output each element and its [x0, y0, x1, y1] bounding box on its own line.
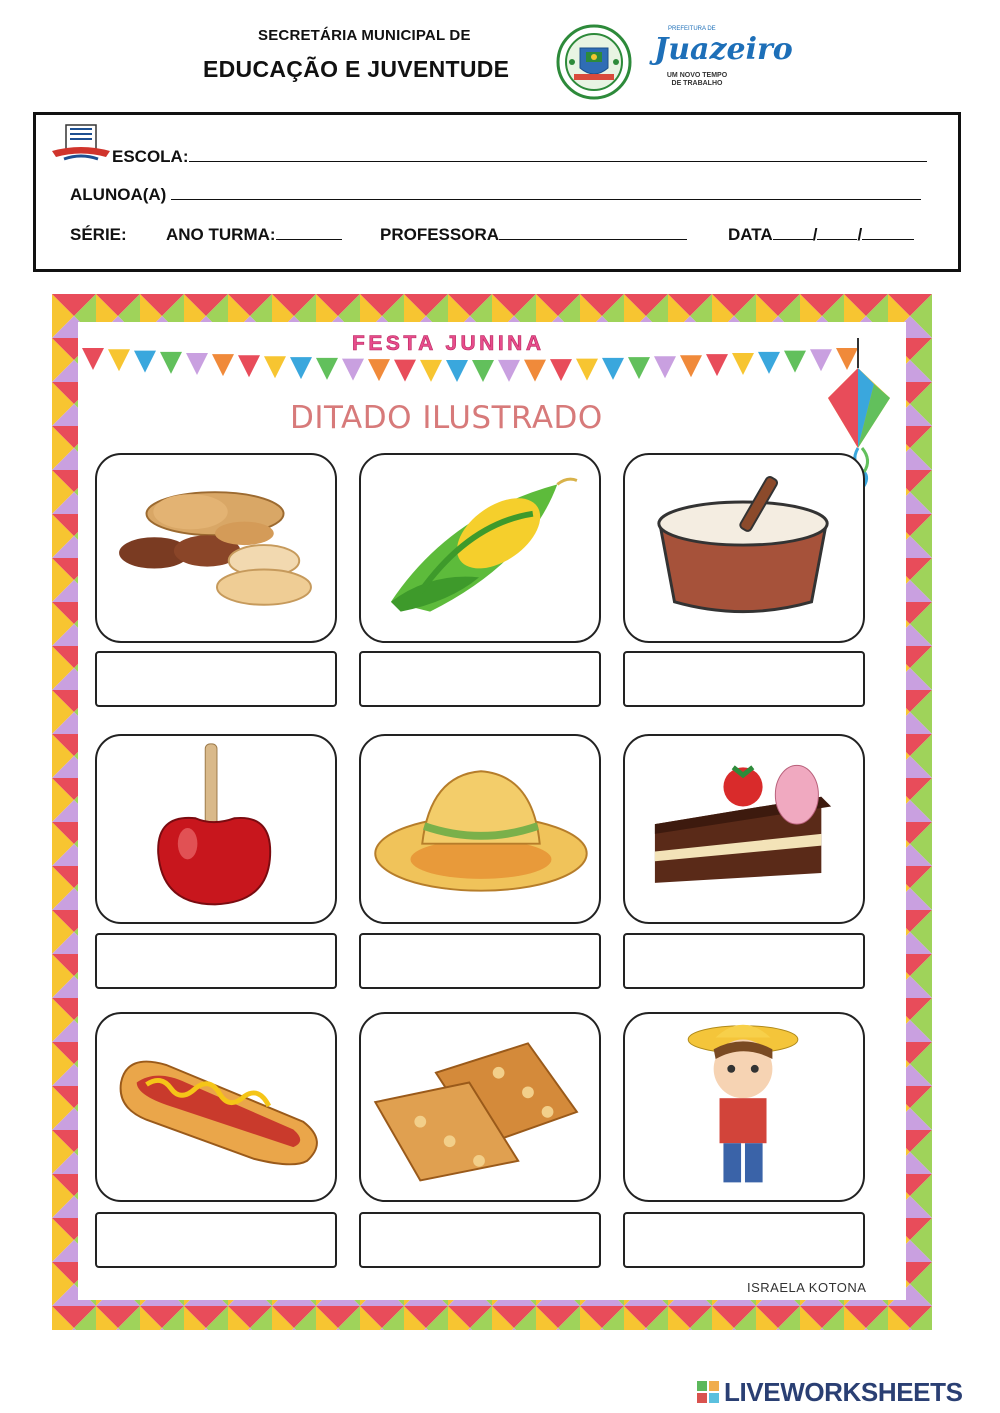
hot-dog-icon [97, 1014, 335, 1200]
professora-label: PROFESSORA [380, 225, 500, 244]
answer-box-5[interactable] [359, 933, 601, 989]
picture-card-rice-pudding [623, 453, 865, 643]
municipal-seal-icon [556, 24, 632, 100]
candy-apple-icon [97, 736, 335, 922]
corn-icon [361, 455, 599, 641]
bunting-flag [160, 352, 182, 374]
turma-label: ANO TURMA: [166, 225, 276, 244]
brand-name: Juazeiro [654, 32, 793, 67]
cake-slice-icon [625, 736, 863, 922]
liveworksheets-brand[interactable] [697, 1378, 963, 1406]
answer-box-9[interactable] [623, 1212, 865, 1268]
bunting-flag [186, 353, 208, 375]
bunting-flag [654, 356, 676, 378]
banner-title: FESTA JUNINA [352, 332, 545, 355]
date-sep-2: / [857, 225, 863, 244]
bunting-flag [550, 359, 572, 381]
escola-field [112, 147, 927, 167]
country-boy-icon [625, 1014, 863, 1200]
bunting-flag [628, 357, 650, 379]
bunting-flag [238, 355, 260, 377]
bunting-flag [212, 354, 234, 376]
bunting-flag [576, 359, 598, 381]
answer-box-4[interactable] [95, 933, 337, 989]
date-sep-1: / [812, 225, 818, 244]
bunting-flag [394, 360, 416, 382]
bunting-flag [732, 353, 754, 375]
bunting-flag [680, 355, 702, 377]
answer-box-6[interactable] [623, 933, 865, 989]
picture-card-corn [359, 453, 601, 643]
liveworksheets-label: LIVEWORKSHEETS [724, 1376, 963, 1407]
peanuts-icon [97, 455, 335, 641]
brand-sub: UM NOVO TEMPO DE TRABALHO [666, 72, 728, 87]
escola-input-line[interactable] [189, 147, 927, 162]
bunting-flag [758, 352, 780, 374]
bunting-flag [316, 358, 338, 380]
data-label: DATA [728, 225, 773, 244]
picture-card-peanuts [95, 453, 337, 643]
picture-card-hot-dog [95, 1012, 337, 1202]
aluno-field [70, 185, 921, 205]
bunting-flag [290, 357, 312, 379]
data-day-line[interactable] [773, 225, 813, 240]
bunting-flag [342, 359, 364, 381]
picture-card-peanut-brittle [359, 1012, 601, 1202]
school-crest-icon [50, 123, 112, 165]
answer-box-1[interactable] [95, 651, 337, 707]
turma-field [166, 225, 342, 245]
bunting-flag [524, 360, 546, 382]
bunting-flag [784, 351, 806, 373]
bunting-flag [420, 360, 442, 382]
serie-label: SÉRIE: [70, 225, 127, 244]
liveworksheets-logo-icon [697, 1381, 719, 1403]
bunting-flag [134, 351, 156, 373]
bunting-flag [368, 359, 390, 381]
turma-input-line[interactable] [276, 225, 342, 240]
author-credit: ISRAELA KOTONA [747, 1280, 867, 1295]
header-line-2: EDUCAÇÃO E JUVENTUDE [203, 56, 510, 82]
bunting-flag [446, 360, 468, 382]
answer-box-2[interactable] [359, 651, 601, 707]
student-info-box [33, 112, 961, 272]
picture-card-country-boy [623, 1012, 865, 1202]
answer-box-8[interactable] [359, 1212, 601, 1268]
data-year-line[interactable] [862, 225, 914, 240]
rice-pudding-icon [625, 455, 863, 641]
bunting-flag [108, 349, 130, 371]
professora-input-line[interactable] [499, 225, 687, 240]
worksheet-title: DITADO ILUSTRADO [290, 400, 603, 436]
data-month-line[interactable] [817, 225, 857, 240]
aluno-label: ALUNOA(A) [70, 185, 167, 204]
bunting-flag [472, 360, 494, 382]
bunting-flag [82, 348, 104, 370]
picture-card-cake-slice [623, 734, 865, 924]
juazeiro-logo [638, 26, 793, 96]
worksheet [52, 294, 932, 1330]
straw-hat-icon [361, 736, 599, 922]
professora-field [380, 225, 687, 245]
answer-box-3[interactable] [623, 651, 865, 707]
escola-label: ESCOLA: [112, 147, 189, 166]
bunting-flag [498, 360, 520, 382]
picture-card-straw-hat [359, 734, 601, 924]
picture-card-candy-apple [95, 734, 337, 924]
brand-top: PREFEITURA DE [668, 26, 716, 32]
bunting-flag [602, 358, 624, 380]
answer-box-7[interactable] [95, 1212, 337, 1268]
bunting-flag [706, 354, 728, 376]
header-line-1: SECRETÁRIA MUNICIPAL DE [258, 27, 471, 44]
aluno-input-line[interactable] [171, 185, 921, 200]
peanut-brittle-icon [361, 1014, 599, 1200]
bunting-flag [264, 356, 286, 378]
data-field [728, 225, 914, 245]
